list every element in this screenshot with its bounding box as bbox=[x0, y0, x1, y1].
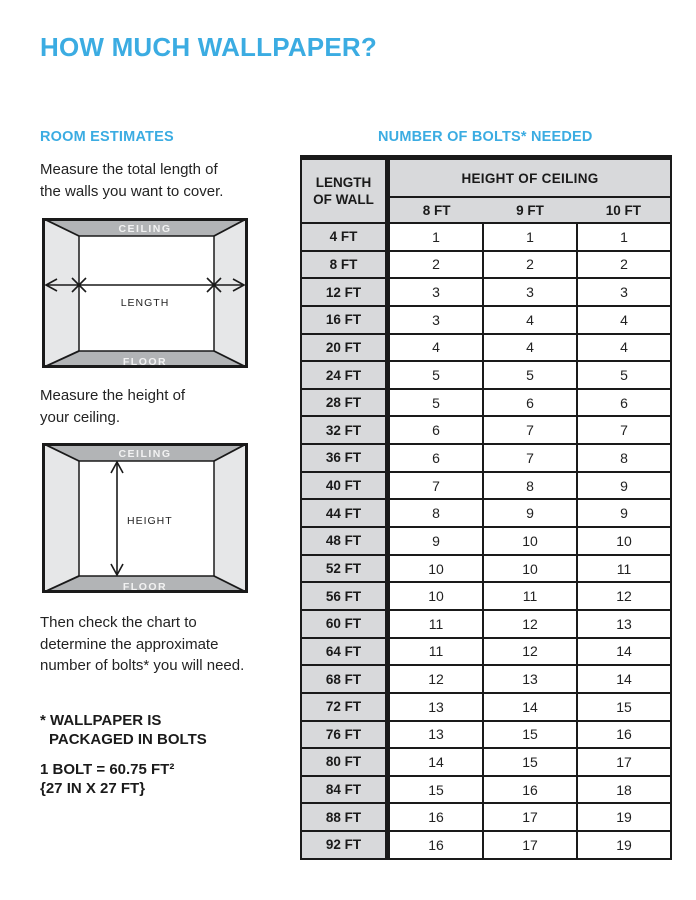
page-title: HOW MUCH WALLPAPER? bbox=[40, 32, 377, 62]
bolt-count-cell: 12 bbox=[484, 639, 576, 665]
right-wall bbox=[214, 218, 248, 368]
wall-length-cell: 12 FT bbox=[302, 279, 388, 305]
wall-length-cell: 4 FT bbox=[302, 224, 388, 250]
instruction-check-chart bbox=[40, 612, 244, 677]
wall-length-cell: 68 FT bbox=[302, 666, 388, 692]
height-of-ceiling-header: HEIGHT OF CEILING bbox=[390, 160, 670, 196]
bolt-count-cell: 12 bbox=[484, 611, 576, 637]
height-label: HEIGHT bbox=[127, 515, 173, 527]
bolt-count-cell: 7 bbox=[390, 473, 482, 499]
bolt-count-cell: 19 bbox=[578, 832, 670, 858]
bolt-count-cell: 4 bbox=[484, 307, 576, 333]
wall-length-cell: 72 FT bbox=[302, 694, 388, 720]
wall-length-cell: 24 FT bbox=[302, 362, 388, 388]
bolt-count-cell: 17 bbox=[578, 749, 670, 775]
room-estimates-heading: ROOM ESTIMATES bbox=[40, 129, 174, 145]
bolt-count-cell: 15 bbox=[390, 777, 482, 803]
bolt-count-cell: 10 bbox=[484, 556, 576, 582]
bolt-count-cell: 14 bbox=[390, 749, 482, 775]
footnote-line: * WALLPAPER IS bbox=[40, 712, 162, 729]
bolt-count-cell: 14 bbox=[484, 694, 576, 720]
bolt-count-cell: 2 bbox=[578, 252, 670, 278]
bolt-count-cell: 5 bbox=[578, 362, 670, 388]
bolt-count-cell: 16 bbox=[390, 832, 482, 858]
wall-length-cell: 92 FT bbox=[302, 832, 388, 858]
bolt-count-cell: 11 bbox=[484, 583, 576, 609]
bolt-count-cell: 11 bbox=[390, 639, 482, 665]
bolt-count-cell: 16 bbox=[390, 804, 482, 830]
bolt-count-cell: 9 bbox=[390, 528, 482, 554]
wall-length-cell: 76 FT bbox=[302, 722, 388, 748]
bolt-count-cell: 13 bbox=[390, 694, 482, 720]
wall-length-cell: 20 FT bbox=[302, 335, 388, 361]
instruction-line: Measure the height of bbox=[40, 387, 186, 404]
instruction-line: determine the approximate bbox=[40, 635, 219, 653]
bolt-count-cell: 5 bbox=[484, 362, 576, 388]
wall-length-cell: 48 FT bbox=[302, 528, 388, 554]
floor-label: FLOOR bbox=[122, 356, 168, 368]
bolt-count-cell: 1 bbox=[578, 224, 670, 250]
length-of-wall-header: LENGTH OF WALL bbox=[302, 160, 388, 222]
instruction-line: the walls you want to cover. bbox=[40, 182, 224, 200]
bolt-count-cell: 6 bbox=[390, 445, 482, 471]
bolt-count-cell: 2 bbox=[484, 252, 576, 278]
wall-length-cell: 56 FT bbox=[302, 583, 388, 609]
bolt-count-cell: 13 bbox=[484, 666, 576, 692]
bolt-count-cell: 12 bbox=[578, 583, 670, 609]
right-wall bbox=[214, 443, 248, 593]
bolt-count-cell: 4 bbox=[484, 335, 576, 361]
bolt-count-cell: 13 bbox=[390, 722, 482, 748]
length-label: LENGTH bbox=[120, 297, 170, 309]
wall-length-cell: 60 FT bbox=[302, 611, 388, 637]
bolt-count-cell: 11 bbox=[578, 556, 670, 582]
bolt-count-cell: 9 bbox=[484, 500, 576, 526]
bolt-spec bbox=[40, 761, 174, 798]
bolt-spec-line: 1 BOLT = 60.75 FT² bbox=[40, 761, 175, 778]
left-wall bbox=[42, 443, 79, 593]
wall-length-cell: 64 FT bbox=[302, 639, 388, 665]
column-header: 8 FT bbox=[422, 202, 451, 218]
bolt-count-cell: 14 bbox=[578, 666, 670, 692]
bolt-count-cell: 3 bbox=[390, 279, 482, 305]
bolt-count-cell: 5 bbox=[390, 362, 482, 388]
wallpaper-bolts-footnote bbox=[40, 711, 207, 749]
wall-length-cell: 40 FT bbox=[302, 473, 388, 499]
bolt-count-cell: 4 bbox=[578, 307, 670, 333]
ceiling-label: CEILING bbox=[118, 223, 172, 235]
back-wall bbox=[79, 236, 214, 351]
wall-length-cell: 16 FT bbox=[302, 307, 388, 333]
bolt-count-cell: 3 bbox=[484, 279, 576, 305]
bolt-count-cell: 1 bbox=[484, 224, 576, 250]
bolt-count-cell: 8 bbox=[578, 445, 670, 471]
bolt-count-cell: 16 bbox=[578, 722, 670, 748]
bolt-count-cell: 8 bbox=[484, 473, 576, 499]
bolt-count-cell: 5 bbox=[390, 390, 482, 416]
instruction-line: Then check the chart to bbox=[40, 614, 197, 631]
wall-length-cell: 8 FT bbox=[302, 252, 388, 278]
bolt-count-cell: 3 bbox=[578, 279, 670, 305]
bolt-count-cell: 1 bbox=[390, 224, 482, 250]
bolt-count-cell: 15 bbox=[484, 749, 576, 775]
bolt-spec-line: {27 IN X 27 FT} bbox=[40, 779, 146, 797]
instruction-measure-length bbox=[40, 159, 223, 202]
bolt-count-cell: 2 bbox=[390, 252, 482, 278]
wall-length-cell: 28 FT bbox=[302, 390, 388, 416]
floor-label: FLOOR bbox=[122, 581, 168, 593]
bolt-count-cell: 10 bbox=[390, 583, 482, 609]
bolts-table bbox=[300, 155, 672, 860]
bolt-count-cell: 17 bbox=[484, 832, 576, 858]
bolt-count-cell: 17 bbox=[484, 804, 576, 830]
bolt-count-cell: 4 bbox=[578, 335, 670, 361]
bolt-count-cell: 4 bbox=[390, 335, 482, 361]
bolt-count-cell: 12 bbox=[390, 666, 482, 692]
bolt-count-cell: 8 bbox=[390, 500, 482, 526]
column-header: 10 FT bbox=[605, 202, 641, 218]
column-header: 9 FT bbox=[516, 202, 544, 218]
bolt-count-cell: 9 bbox=[578, 473, 670, 499]
wall-length-cell: 52 FT bbox=[302, 556, 388, 582]
bolt-count-cell: 14 bbox=[578, 639, 670, 665]
wall-length-cell: 44 FT bbox=[302, 500, 388, 526]
instruction-measure-height bbox=[40, 385, 185, 428]
wall-length-cell: 88 FT bbox=[302, 804, 388, 830]
bolt-count-cell: 15 bbox=[578, 694, 670, 720]
bolt-count-cell: 18 bbox=[578, 777, 670, 803]
bolt-count-cell: 10 bbox=[484, 528, 576, 554]
bolt-count-cell: 7 bbox=[484, 417, 576, 443]
wall-length-cell: 32 FT bbox=[302, 417, 388, 443]
left-wall bbox=[42, 218, 79, 368]
bolt-count-cell: 7 bbox=[484, 445, 576, 471]
instruction-line: your ceiling. bbox=[40, 408, 121, 426]
bolt-count-cell: 6 bbox=[484, 390, 576, 416]
bolt-count-cell: 15 bbox=[484, 722, 576, 748]
footnote-line: PACKAGED IN BOLTS bbox=[49, 731, 207, 748]
room-height-diagram bbox=[42, 443, 248, 593]
bolt-count-cell: 11 bbox=[390, 611, 482, 637]
wall-length-cell: 80 FT bbox=[302, 749, 388, 775]
bolt-count-cell: 3 bbox=[390, 307, 482, 333]
room-length-diagram bbox=[42, 218, 248, 368]
ceiling-label: CEILING bbox=[118, 448, 172, 460]
bolt-count-cell: 6 bbox=[578, 390, 670, 416]
bolts-needed-heading: NUMBER OF BOLTS* NEEDED bbox=[378, 129, 593, 145]
bolt-count-cell: 9 bbox=[578, 500, 670, 526]
instruction-line: number of bolts* you will need. bbox=[40, 657, 245, 674]
bolt-count-cell: 19 bbox=[578, 804, 670, 830]
instruction-line: Measure the total length of bbox=[40, 161, 218, 178]
bolt-count-cell: 13 bbox=[578, 611, 670, 637]
wall-length-cell: 36 FT bbox=[302, 445, 388, 471]
bolt-count-cell: 6 bbox=[390, 417, 482, 443]
bolt-count-cell: 16 bbox=[484, 777, 576, 803]
wall-length-cell: 84 FT bbox=[302, 777, 388, 803]
bolt-count-cell: 10 bbox=[578, 528, 670, 554]
bolt-count-cell: 7 bbox=[578, 417, 670, 443]
bolt-count-cell: 10 bbox=[390, 556, 482, 582]
ceiling-height-columns bbox=[390, 198, 670, 222]
